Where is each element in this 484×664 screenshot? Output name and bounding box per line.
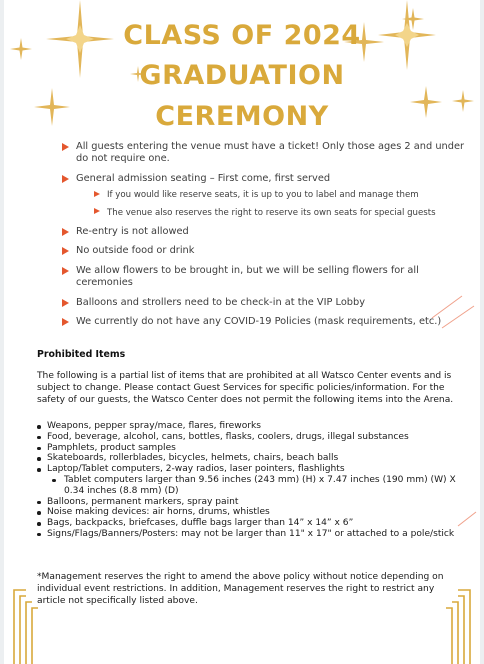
rule-text: Balloons and strollers need to be check-in at the VIP Lobby <box>76 296 366 308</box>
prohibited-subitem <box>52 475 467 497</box>
bullet-dot-icon <box>37 522 41 526</box>
prohibited-item-text: Skateboards, rollerblades, bicycles, helmets, chairs, beach balls <box>47 453 339 464</box>
bullet-dot-icon <box>37 468 41 472</box>
arrow-bullet-icon <box>62 143 69 151</box>
corner-frame-left <box>14 590 38 664</box>
bullet-dot-icon <box>37 511 41 515</box>
prohibited-item <box>37 464 467 475</box>
rule-subitem <box>94 207 472 219</box>
prohibited-item-text: Signs/Flags/Banners/Posters: may not be larger than 11" x 17" or attached to a pole/stick <box>47 528 455 539</box>
arrow-bullet-icon <box>62 247 69 255</box>
rule-text: Re-entry is not allowed <box>76 226 189 238</box>
prohibited-intro: The following is a partial list of items that are prohibited at all Watsco Center events and is subject to change. Please contact Guest Services for specific policies/information. For the safety of our guests, the Watsco Center does not permit the following items into the Arena. <box>37 371 454 406</box>
bullet-dot-icon <box>37 447 41 451</box>
rule-sublist <box>76 189 472 219</box>
rule-text: We currently do not have any COVID-19 Policies (mask requirements, etc.) <box>76 316 442 328</box>
rule-item <box>62 173 472 219</box>
rule-text: All guests entering the venue must have a ticket! Only those ages 2 and under do not require one. <box>76 141 465 165</box>
rule-subitem <box>94 189 472 201</box>
rule-item <box>62 245 472 257</box>
rule-item <box>62 226 472 238</box>
prohibited-item <box>37 529 467 540</box>
rule-subtext: If you would like reserve seats, it is up to you to label and manage them <box>107 190 419 201</box>
prohibited-item <box>37 453 467 464</box>
prohibited-item-text: Bags, backpacks, briefcases, duffle bags larger than 14” x 14” x 6” <box>47 518 354 529</box>
title-line-2: GRADUATION <box>139 60 345 91</box>
flyer-page <box>4 0 480 664</box>
arrow-bullet-icon <box>62 175 69 183</box>
prohibited-item <box>37 518 467 529</box>
prohibited-item <box>37 421 467 432</box>
arrow-bullet-icon <box>94 208 100 214</box>
bullet-dot-icon <box>37 501 41 505</box>
prohibited-item-text: Weapons, pepper spray/mace, flares, fireworks <box>47 421 262 431</box>
rule-text: No outside food or drink <box>76 245 195 257</box>
bullet-dot-icon <box>37 425 41 429</box>
title-line-3: CEREMONY <box>155 101 329 132</box>
prohibited-item-text: Balloons, permanent markers, spray paint <box>47 496 239 507</box>
arrow-bullet-icon <box>62 318 69 326</box>
title-line-1: CLASS OF 2024 <box>123 20 361 51</box>
prohibited-item-text: Tablet computers larger than 9.56 inches (243 mm) (H) x 7.47 inches (190 mm) (W) X 0.34 inches (8.8 mm) (D) <box>64 474 456 496</box>
prohibited-items-list <box>37 421 467 540</box>
bullet-dot-icon <box>37 436 41 440</box>
rule-item <box>62 316 472 328</box>
rule-item <box>62 297 472 309</box>
rule-item <box>62 265 472 290</box>
arrow-bullet-icon <box>62 228 69 236</box>
rule-text: General admission seating – First come, first served <box>76 172 331 184</box>
event-rules-list <box>62 141 472 335</box>
prohibited-item-text: Pamphlets, product samples <box>47 442 176 453</box>
rule-subtext: The venue also reserves the right to reserve its own seats for special guests <box>107 207 436 218</box>
management-note: *Management reserves the right to amend the above policy without notice depending on individual event restrictions. In addition, Management reserves the right to restrict any article not specifically listed above. <box>37 572 444 607</box>
bullet-dot-icon <box>37 457 41 461</box>
prohibited-item-text: Noise making devices: air horns, drums, whistles <box>47 507 270 518</box>
prohibited-item <box>37 497 467 508</box>
arrow-bullet-icon <box>94 191 100 197</box>
bullet-dot-icon <box>52 479 56 483</box>
arrow-bullet-icon <box>62 299 69 307</box>
arrow-bullet-icon <box>62 267 69 275</box>
prohibited-heading: Prohibited Items <box>37 349 126 360</box>
prohibited-item <box>37 432 467 443</box>
prohibited-item <box>37 443 467 454</box>
prohibited-item-text: Food, beverage, alcohol, cans, bottles, flasks, coolers, drugs, illegal substances <box>47 431 409 442</box>
prohibited-item <box>37 507 467 518</box>
rule-text: We allow flowers to be brought in, but we will be selling flowers for all ceremonies <box>76 264 419 289</box>
prohibited-item-text: Laptop/Tablet computers, 2-way radios, laser pointers, flashlights <box>47 464 345 475</box>
rule-item <box>62 141 472 166</box>
bullet-dot-icon <box>37 533 41 537</box>
